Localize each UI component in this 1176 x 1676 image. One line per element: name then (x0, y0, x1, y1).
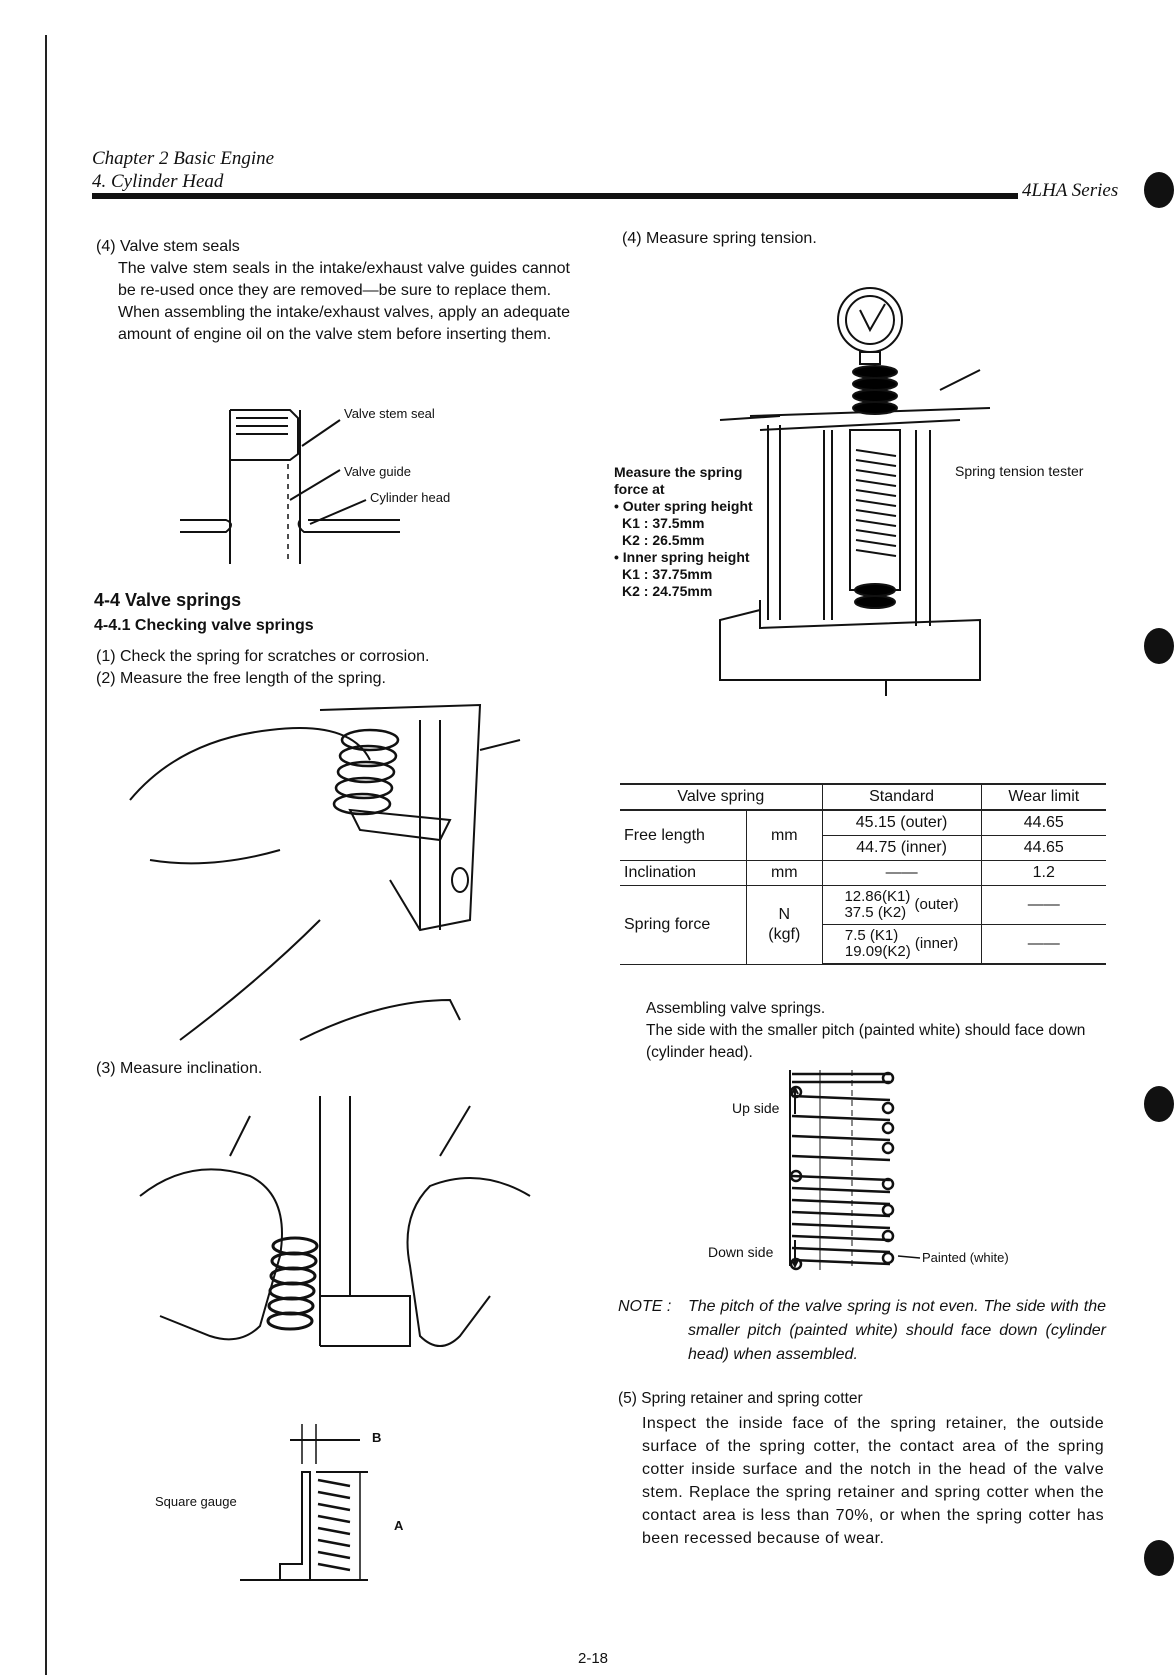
table-cell: 7.5 (K1) 19.09(K2) (inner) (822, 925, 981, 965)
spring-tension-tester-figure (720, 280, 990, 700)
valve-spring-table (620, 783, 1106, 965)
step-1: (1) Check the spring for scratches or corrosion. (96, 648, 430, 665)
table-cell: mm (747, 810, 823, 861)
label-square-gauge: Square gauge (155, 1494, 237, 1509)
assembling-text: Assembling valve springs. The side with the smaller pitch (painted white) should face down (cylinder head). (646, 1000, 1086, 1061)
label-down-side: Down side (708, 1244, 774, 1260)
spring-force-spec: Measure the spring force at • Outer spring height K1 : 37.5mm K2 : 26.5mm • Inner spring height K1 : 37.75mm K2 : 24.75mm (614, 464, 753, 599)
punch-hole (1144, 1086, 1174, 1122)
table-header: Wear limit (981, 784, 1106, 810)
table-row (620, 886, 1106, 925)
subsection-heading-checking: 4-4.1 Checking valve springs (94, 617, 314, 634)
step-2: (2) Measure the free length of the spring. (96, 670, 386, 687)
label-spring-tension-tester: Spring tension tester (955, 463, 1084, 479)
retainer-text: Inspect the inside face of the spring retainer, the outside surface of the spring cotter, the contact area of the spring cotter inside surface and the notch in the head of the valve stem. Replace the spring retainer and spring cotter when the contact area is less than 70%, or when the spring cotter has been recessed because of wear. (642, 1415, 1104, 1547)
table-header: Valve spring (620, 784, 822, 810)
label-valve-stem-seal: Valve stem seal (344, 406, 435, 421)
square-gauge-figure (240, 1424, 400, 1584)
table-cell: mm (747, 861, 823, 886)
table-cell: —— (822, 861, 981, 886)
table-cell: 44.65 (981, 836, 1106, 861)
down-arrow-icon (792, 1238, 798, 1268)
table-cell: 12.86(K1) 37.5 (K2) (outer) (822, 886, 981, 925)
table-cell: —— (981, 925, 1106, 965)
chapter-title: Chapter 2 Basic Engine (92, 148, 275, 169)
label-valve-guide: Valve guide (344, 464, 411, 479)
table-cell: Inclination (620, 861, 747, 886)
section-heading-valve-springs: 4-4 Valve springs (94, 590, 242, 610)
punch-hole (1144, 172, 1174, 208)
label-b: B (372, 1430, 382, 1445)
page-number: 2-18 (578, 1650, 609, 1667)
caliper-measurement-figure (120, 700, 520, 1040)
valve-spring-pitch-figure (790, 1070, 910, 1270)
table-row (620, 810, 1106, 836)
valve-stem-seals-heading: (4) Valve stem seals (96, 238, 240, 255)
step-3: (3) Measure inclination. (96, 1060, 263, 1077)
label-up-side: Up side (732, 1100, 780, 1116)
table-cell: Spring force (620, 886, 747, 965)
table-cell: 45.15 (outer) (822, 810, 981, 836)
table-cell: 44.65 (981, 810, 1106, 836)
label-a: A (394, 1518, 404, 1533)
table-cell: —— (981, 886, 1106, 925)
table-cell: 44.75 (inner) (822, 836, 981, 861)
punch-hole (1144, 1540, 1174, 1576)
valve-stem-seal-figure (180, 404, 480, 574)
table-cell: N (kgf) (747, 886, 823, 965)
label-cylinder-head: Cylinder head (370, 490, 451, 505)
table-cell: Free length (620, 810, 747, 861)
punch-hole (1144, 628, 1174, 664)
note-text: The pitch of the valve spring is not even. The side with the smaller pitch (painted white) should face down (cylinder head) when assembled. (688, 1298, 1106, 1363)
table-cell: 1.2 (981, 861, 1106, 886)
label-painted-white: Painted (white) (922, 1250, 1009, 1265)
up-arrow-icon (792, 1086, 798, 1116)
retainer-heading: (5) Spring retainer and spring cotter (618, 1390, 863, 1407)
table-row (620, 861, 1106, 886)
spring-tension-heading: (4) Measure spring tension. (622, 230, 817, 247)
valve-stem-seals-text: The valve stem seals in the intake/exhaust valve guides cannot be re-used once they are removed—be sure to replace them. When assembling the intake/exhaust valves, apply an adequate amount of engine oil on the valve stem before inserting them. (118, 260, 570, 343)
binding-margin-line (45, 35, 47, 1675)
header-rule (92, 193, 1018, 199)
series-label: 4LHA Series (1022, 180, 1119, 201)
table-header-row (620, 784, 1106, 810)
inclination-measurement-figure (140, 1096, 530, 1366)
section-title: 4. Cylinder Head (92, 171, 224, 192)
note-label: NOTE : (618, 1298, 672, 1315)
table-header: Standard (822, 784, 981, 810)
